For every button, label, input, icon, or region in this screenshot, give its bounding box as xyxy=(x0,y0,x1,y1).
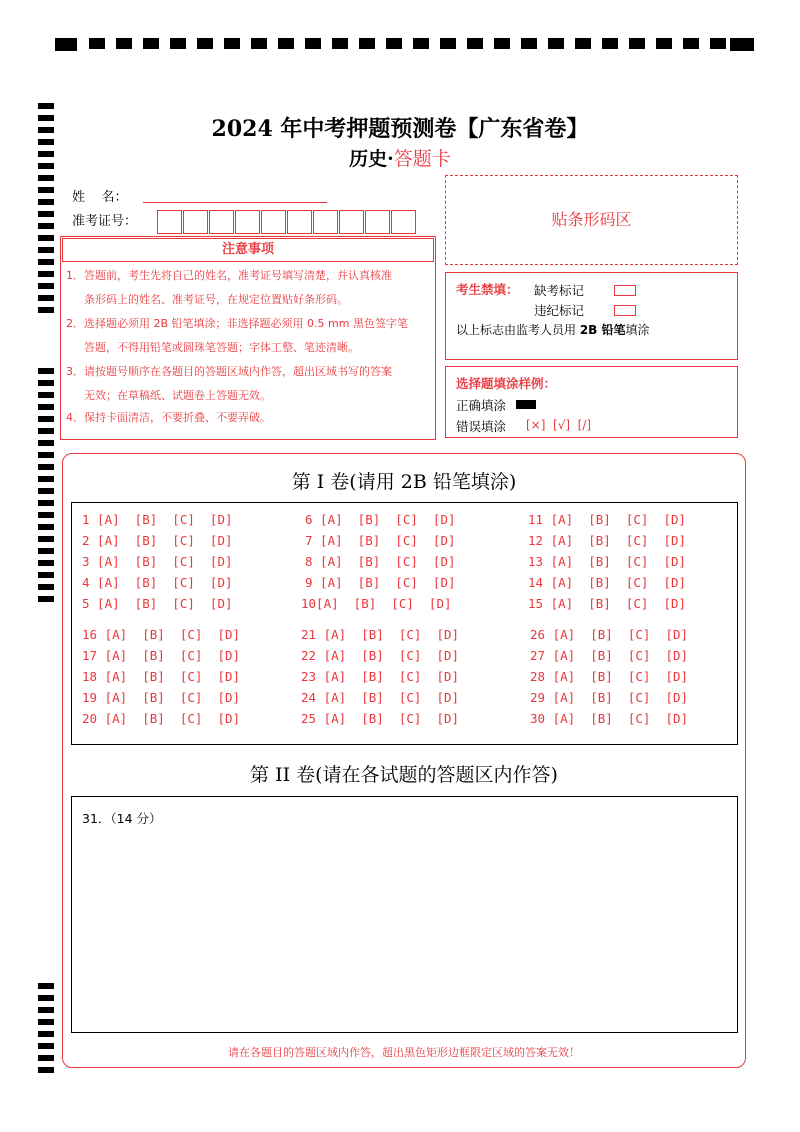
notice-item-2: 2．选择题必须用 2B 铅笔填涂；非选择题必须用 0.5 mm 黑色签字笔 xyxy=(66,317,408,330)
notice-title: 注意事项 xyxy=(62,238,434,262)
question-row-16[interactable]: 16 [A] [B] [C] [D] xyxy=(82,627,241,642)
question-row-26[interactable]: 26 [A] [B] [C] [D] xyxy=(530,627,689,642)
notice-item-2-cont: 答题，不得用铅笔或圆珠笔答题；字体工整、笔迹清晰。 xyxy=(84,341,359,354)
question-row-8[interactable]: 8 [A] [B] [C] [D] xyxy=(305,554,456,569)
question-31-answer-area[interactable] xyxy=(71,796,738,1033)
question-row-19[interactable]: 19 [A] [B] [C] [D] xyxy=(82,690,241,705)
question-row-1[interactable]: 1 [A] [B] [C] [D] xyxy=(82,512,233,527)
footer-warning: 请在各题目的答题区域内作答，超出黑色矩形边框限定区域的答案无效！ xyxy=(228,1046,580,1059)
notice-item-4: 4．保持卡面清洁，不要折叠、不要弄破。 xyxy=(66,411,271,424)
question-row-27[interactable]: 27 [A] [B] [C] [D] xyxy=(530,648,689,663)
question-row-12[interactable]: 12 [A] [B] [C] [D] xyxy=(528,533,687,548)
part1-title: 第 I 卷(请用 2B 铅笔填涂) xyxy=(291,471,517,493)
absent-mark[interactable] xyxy=(614,285,636,296)
wrong-marks: [×] [√] [/] xyxy=(526,418,592,432)
question-row-17[interactable]: 17 [A] [B] [C] [D] xyxy=(82,648,241,663)
question-row-21[interactable]: 21 [A] [B] [C] [D] xyxy=(301,627,460,642)
wrong-label: 错误填涂 xyxy=(456,419,507,434)
absent-label: 缺考标记 xyxy=(534,283,585,298)
question-row-6[interactable]: 6 [A] [B] [C] [D] xyxy=(305,512,456,527)
sample-box xyxy=(445,366,738,438)
subject-label: 历史· xyxy=(349,148,394,170)
correct-fill-mark xyxy=(516,400,536,409)
question-row-5[interactable]: 5 [A] [B] [C] [D] xyxy=(82,596,233,611)
barcode-label: 贴条形码区 xyxy=(551,210,632,229)
sample-title: 选择题填涂样例： xyxy=(456,376,557,391)
exam-subtitle xyxy=(0,144,800,171)
question-row-22[interactable]: 22 [A] [B] [C] [D] xyxy=(301,648,460,663)
question-row-25[interactable]: 25 [A] [B] [C] [D] xyxy=(301,711,460,726)
violation-mark[interactable] xyxy=(614,305,636,316)
notice-item-1-cont: 条形码上的姓名、准考证号，在规定位置贴好条形码。 xyxy=(84,293,348,306)
question-row-10[interactable]: 10[A] [B] [C] [D] xyxy=(301,596,452,611)
question-row-9[interactable]: 9 [A] [B] [C] [D] xyxy=(305,575,456,590)
name-label: 姓 名： xyxy=(72,190,128,205)
question-row-23[interactable]: 23 [A] [B] [C] [D] xyxy=(301,669,460,684)
forbidden-box xyxy=(445,272,738,360)
question-row-2[interactable]: 2 [A] [B] [C] [D] xyxy=(82,533,233,548)
question-row-15[interactable]: 15 [A] [B] [C] [D] xyxy=(528,596,687,611)
forbidden-note: 以上标志由监考人员用 2B 铅笔填涂 xyxy=(456,323,650,337)
notice-item-3-cont: 无效；在草稿纸、试题卷上答题无效。 xyxy=(84,389,271,402)
question-row-11[interactable]: 11 [A] [B] [C] [D] xyxy=(528,512,687,527)
violation-label: 违纪标记 xyxy=(534,303,585,318)
question-31-label: 31．（14 分） xyxy=(82,811,162,826)
question-row-4[interactable]: 4 [A] [B] [C] [D] xyxy=(82,575,233,590)
name-field[interactable] xyxy=(143,202,327,203)
question-row-14[interactable]: 14 [A] [B] [C] [D] xyxy=(528,575,687,590)
notice-item-3: 3．请按题号顺序在各题目的答题区域内作答，超出区域书写的答案 xyxy=(66,365,392,378)
question-row-7[interactable]: 7 [A] [B] [C] [D] xyxy=(305,533,456,548)
correct-label: 正确填涂 xyxy=(456,398,507,413)
question-row-24[interactable]: 24 [A] [B] [C] [D] xyxy=(301,690,460,705)
question-row-13[interactable]: 13 [A] [B] [C] [D] xyxy=(528,554,687,569)
exam-id-label: 准考证号： xyxy=(72,214,138,229)
question-row-3[interactable]: 3 [A] [B] [C] [D] xyxy=(82,554,233,569)
forbidden-title: 考生禁填： xyxy=(456,282,519,297)
question-row-30[interactable]: 30 [A] [B] [C] [D] xyxy=(530,711,689,726)
answer-card-label: 答题卡 xyxy=(393,148,451,170)
notice-item-1: 1．答题前，考生先将自己的姓名，准考证号填写清楚，并认真核准 xyxy=(66,269,392,282)
exam-title: 2024 年中考押题预测卷【广东省卷】 xyxy=(211,116,589,142)
top-timing-marks xyxy=(55,38,755,52)
question-row-20[interactable]: 20 [A] [B] [C] [D] xyxy=(82,711,241,726)
question-row-28[interactable]: 28 [A] [B] [C] [D] xyxy=(530,669,689,684)
question-row-18[interactable]: 18 [A] [B] [C] [D] xyxy=(82,669,241,684)
barcode-area xyxy=(445,175,738,265)
part2-title: 第 II 卷(请在各试题的答题区内作答) xyxy=(250,764,558,786)
question-row-29[interactable]: 29 [A] [B] [C] [D] xyxy=(530,690,689,705)
